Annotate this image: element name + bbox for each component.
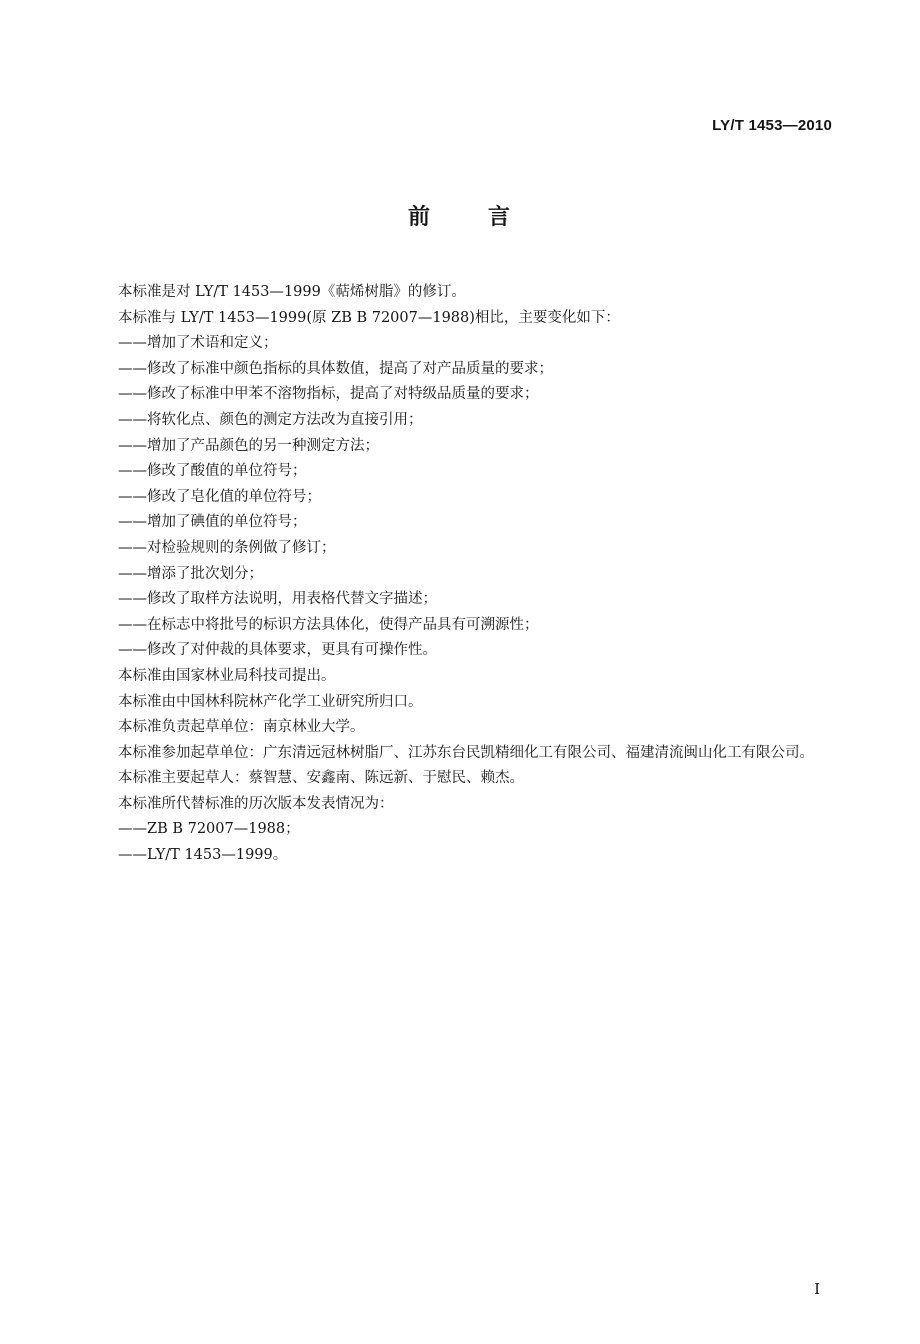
- previous-edition-item: ——LY/T 1453—1999。: [118, 847, 288, 864]
- page-title: [0, 200, 920, 231]
- page-number: I: [814, 1280, 820, 1298]
- change-list-item: ——修改了皂化值的单位符号；: [118, 488, 321, 505]
- change-list-item: ——修改了标准中颜色指标的具体数值，提高了对产品质量的要求；: [118, 360, 553, 377]
- standard-code: LY/T 1453—2010: [712, 117, 832, 134]
- paragraph-participating-drafters: 本标准参加起草单位：广东清远冠林树脂厂、江苏东台民凯精细化工有限公司、福建清流闽山化工有限公司。: [118, 744, 814, 761]
- change-list-item: ——增加了产品颜色的另一种测定方法；: [118, 437, 379, 454]
- change-list-item: ——增加了术语和定义；: [118, 335, 278, 352]
- paragraph-administrator: 本标准由中国林科院林产化学工业研究所归口。: [118, 693, 423, 710]
- change-list-item: ——修改了标准中甲苯不溶物指标，提高了对特级品质量的要求；: [118, 386, 539, 403]
- title-char-2: 言: [488, 205, 513, 230]
- change-list-item: ——修改了对仲裁的具体要求，更具有可操作性。: [118, 642, 437, 659]
- change-list-item: ——增添了批次划分；: [118, 565, 263, 582]
- previous-edition-item: ——ZB B 72007—1988；: [118, 821, 300, 838]
- change-list-item: ——增加了碘值的单位符号；: [118, 514, 307, 531]
- change-list-item: ——修改了取样方法说明，用表格代替文字描述；: [118, 591, 437, 608]
- change-list-item: ——在标志中将批号的标识方法具体化，使得产品具有可溯源性；: [118, 616, 539, 633]
- change-list-item: ——修改了酸值的单位符号；: [118, 463, 307, 480]
- change-list-item: ——将软化点、颜色的测定方法改为直接引用；: [118, 411, 423, 428]
- paragraph-main-drafters: 本标准主要起草人：蔡智慧、安鑫南、陈远新、于慰民、赖杰。: [118, 770, 524, 787]
- paragraph-lead-drafter: 本标准负责起草单位：南京林业大学。: [118, 719, 365, 736]
- foreword-body: [86, 280, 838, 869]
- paragraph-previous-editions: 本标准所代替标准的历次版本发表情况为：: [118, 795, 394, 812]
- paragraph-intro: 本标准是对 LY/T 1453—1999《萜烯树脂》的修订。: [118, 284, 466, 300]
- paragraph-proposer: 本标准由国家林业局科技司提出。: [118, 667, 336, 684]
- paragraph-changes-intro: 本标准与 LY/T 1453—1999(原 ZB B 72007—1988)相比，主要变化如下：: [118, 309, 620, 326]
- title-char-1: 前: [407, 205, 432, 230]
- change-list-item: ——对检验规则的条例做了修订；: [118, 539, 336, 556]
